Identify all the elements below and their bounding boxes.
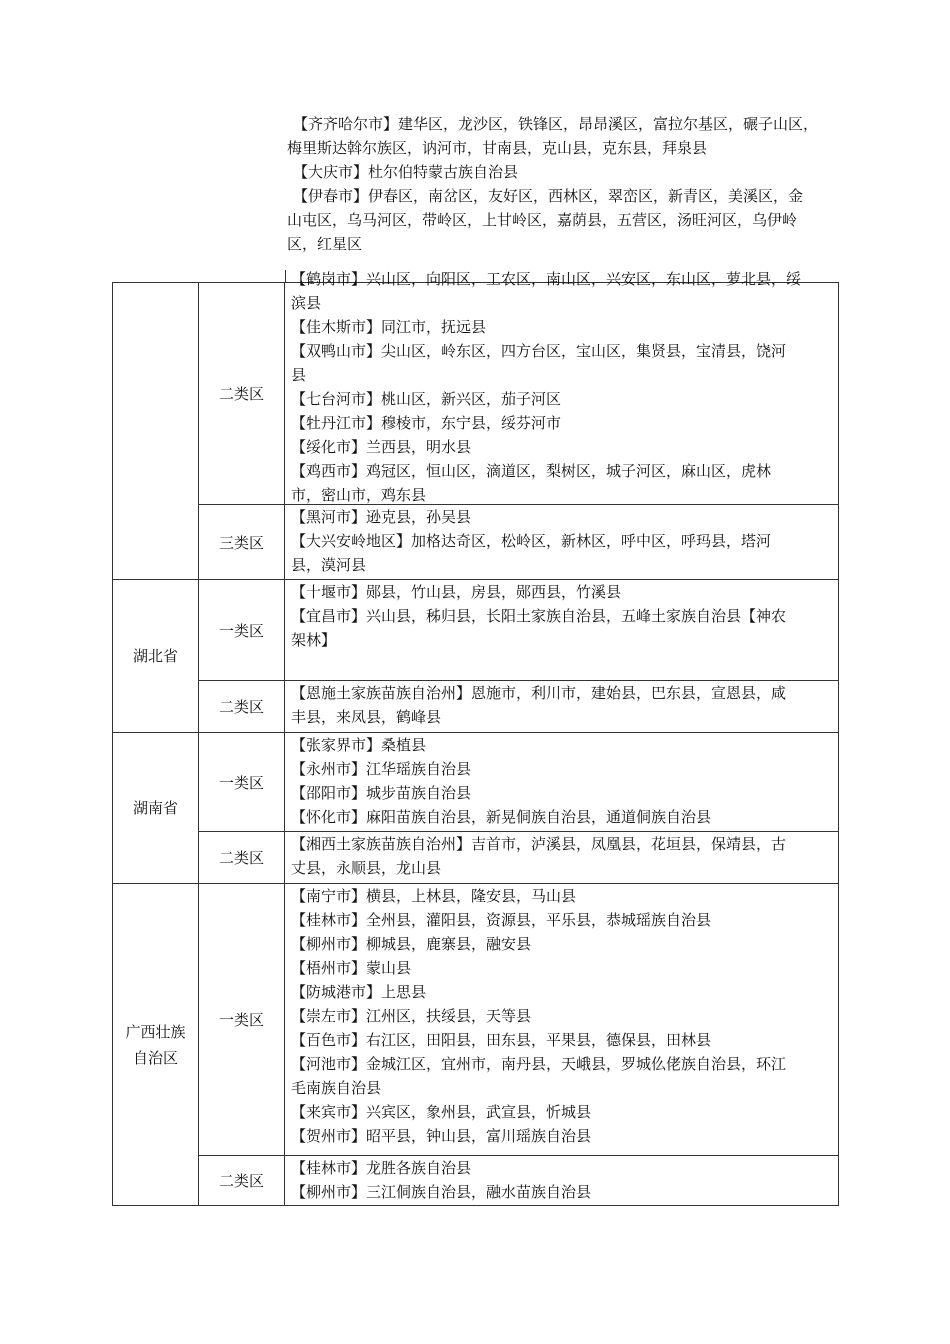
class-cell: 一类区 [199, 733, 285, 832]
class-cell: 二类区 [199, 832, 285, 884]
table-row [113, 832, 839, 884]
text-line: 【伊春市】伊春区，南岔区，友好区，西林区，翠峦区，新青区，美溪区，金 [293, 187, 804, 205]
province-name-line: 自治区 [132, 1048, 178, 1067]
region-classification-table [112, 270, 839, 1206]
table-row [113, 580, 839, 681]
text-line: 【恩施土家族苗族自治州】恩施市，利川市，建始县，巴东县，宣恩县，咸 [291, 684, 787, 702]
class-cell: 三类区 [199, 505, 285, 580]
province-cell-continued [113, 283, 199, 580]
content-cell [285, 733, 839, 832]
content-cell [285, 270, 839, 505]
table-row [113, 884, 839, 1156]
text-line: 架林】 [291, 631, 337, 649]
text-line: 【湘西土家族苗族自治州】吉首市，泸溪县，凤凰县，花垣县，保靖县，古 [291, 835, 787, 853]
province-cell: 湖南省 [113, 733, 199, 884]
text-line: 【绥化市】兰西县，明水县 [291, 438, 472, 456]
province-cell [113, 884, 199, 1206]
text-line: 区，红星区 [287, 235, 363, 253]
content-cell [285, 580, 839, 681]
text-line: 【张家界市】桑植县 [291, 736, 427, 754]
text-line: 【牡丹江市】穆棱市，东宁县，绥芬河市 [291, 414, 562, 432]
text-line: 【怀化市】麻阳苗族自治县，新晃侗族自治县，通道侗族自治县 [291, 808, 712, 826]
text-line: 【黑河市】逊克县，孙吴县 [291, 508, 472, 526]
text-line: 【双鸭山市】尖山区，岭东区，四方台区，宝山区，集贤县，宝清县，饶河 [291, 342, 787, 360]
text-line: 【桂林市】全州县，灌阳县，资源县，平乐县，恭城瑶族自治县 [291, 911, 712, 929]
table-row [113, 733, 839, 832]
text-line: 【宜昌市】兴山县，秭归县，长阳土家族自治县，五峰土家族自治县【神农 [291, 607, 787, 625]
text-line: 【桂林市】龙胜各族自治县 [291, 1159, 472, 1177]
text-line: 【齐齐哈尔市】建华区，龙沙区，铁锋区，昂昂溪区，富拉尔基区，碾子山区， [293, 115, 819, 133]
province-name-line: 广西壮族 [125, 1022, 186, 1041]
text-line: 毛南族自治县 [291, 1079, 382, 1097]
text-line: 【佳木斯市】同江市，抚远县 [291, 318, 487, 336]
text-line: 【鸡西市】鸡冠区，恒山区，滴道区，梨树区，城子河区，麻山区，虎林 [291, 462, 772, 480]
text-line: 市，密山市，鸡东县 [291, 486, 427, 504]
text-line: 【邵阳市】城步苗族自治县 [291, 784, 472, 802]
table-row [113, 283, 839, 505]
content-cell [285, 1156, 839, 1206]
class-cell: 二类区 [199, 283, 285, 505]
continued-text-block [287, 112, 842, 256]
content-cell [285, 681, 839, 733]
text-line: 【鹤岗市】兴山区，向阳区，工农区，南山区，兴安区，东山区，萝北县，绥 [291, 270, 802, 288]
text-line: 梅里斯达斡尔族区，讷河市，甘南县，克山县，克东县，拜泉县 [287, 139, 708, 157]
text-line: 【大兴安岭地区】加格达奇区，松岭区，新林区，呼中区，呼玛县，塔河 [291, 532, 772, 550]
text-line: 【梧州市】蒙山县 [291, 959, 412, 977]
province-cell: 湖北省 [113, 580, 199, 733]
text-line: 【崇左市】江州区，扶绥县，天等县 [291, 1007, 532, 1025]
text-line: 【来宾市】兴宾区，象州县，武宣县，忻城县 [291, 1103, 592, 1121]
text-line: 【百色市】右江区，田阳县，田东县，平果县，德保县，田林县 [291, 1031, 712, 1049]
text-line: 县 [291, 366, 307, 384]
text-line: 【永州市】江华瑶族自治县 [291, 760, 472, 778]
text-line: 【河池市】金城江区，宜州市，南丹县，天峨县，罗城仫佬族自治县，环江 [291, 1055, 787, 1073]
text-line: 【防城港市】上思县 [291, 983, 427, 1001]
text-line: 【七台河市】桃山区，新兴区，茄子河区 [291, 390, 562, 408]
text-line: 丈县，永顺县，龙山县 [291, 859, 442, 877]
text-line: 【大庆市】杜尔伯特蒙古族自治县 [293, 163, 519, 181]
column-divider [285, 270, 286, 282]
text-line: 【贺州市】昭平县，钟山县，富川瑶族自治县 [291, 1127, 592, 1145]
content-cell [285, 884, 839, 1156]
class-cell: 二类区 [199, 681, 285, 733]
table-row [113, 681, 839, 733]
text-line: 县，漠河县 [291, 556, 367, 574]
class-cell: 一类区 [199, 580, 285, 681]
text-line: 【柳州市】柳城县，鹿寨县，融安县 [291, 935, 532, 953]
content-cell [285, 505, 839, 580]
table-row [113, 505, 839, 580]
class-cell: 二类区 [199, 1156, 285, 1206]
class-cell: 一类区 [199, 884, 285, 1156]
content-cell [285, 832, 839, 884]
text-line: 山屯区，乌马河区，带岭区，上甘岭区，嘉荫县，五营区，汤旺河区，乌伊岭 [287, 211, 798, 229]
text-line: 【柳州市】三江侗族自治县，融水苗族自治县 [291, 1183, 592, 1201]
text-line: 【南宁市】横县，上林县，隆安县，马山县 [291, 887, 577, 905]
text-line: 丰县，来凤县，鹤峰县 [291, 708, 442, 726]
table-row [113, 1156, 839, 1206]
text-line: 【十堰市】郧县，竹山县，房县，郧西县，竹溪县 [291, 583, 622, 601]
text-line: 滨县 [291, 294, 322, 312]
